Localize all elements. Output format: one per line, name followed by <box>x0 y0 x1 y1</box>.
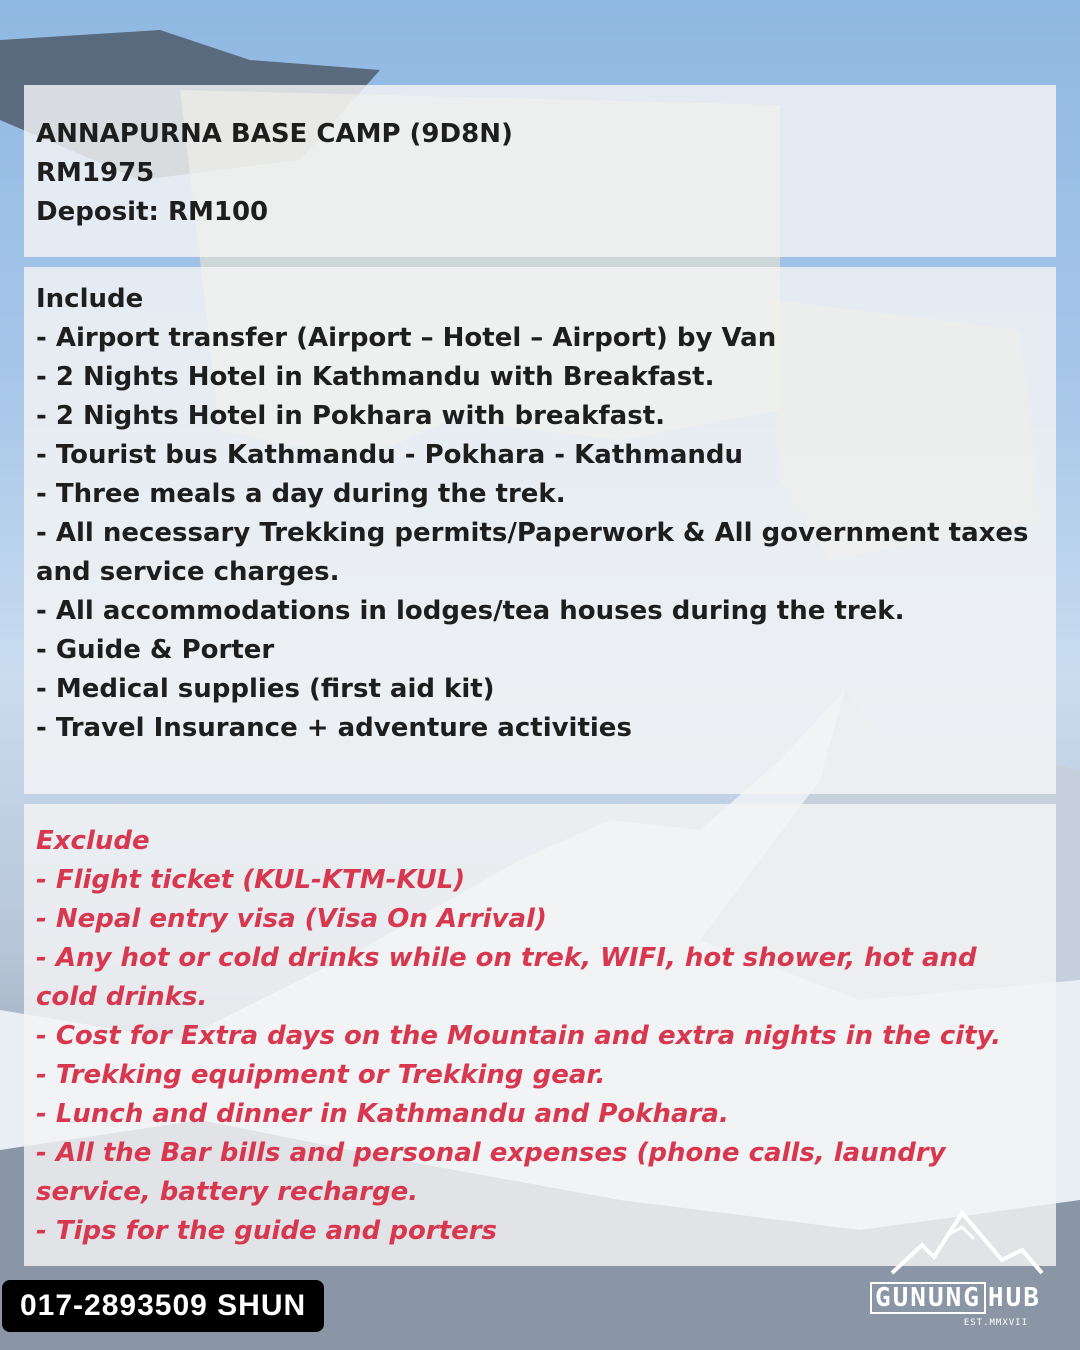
exclude-item: - All the Bar bills and personal expenses (phone calls, laundry service, battery recharge. <box>36 1138 955 1207</box>
contact-phone-label: 017-2893509 SHUN <box>2 1280 324 1332</box>
brand-logo <box>870 1282 1045 1314</box>
mountain-logo-icon <box>862 1205 1047 1335</box>
include-item: - Travel Insurance + adventure activities <box>36 713 632 743</box>
package-deposit: Deposit: RM100 <box>36 197 269 227</box>
include-item: - All necessary Trekking permits/Paperwork & All government taxes and service charges. <box>36 518 1038 587</box>
include-heading: Include <box>36 284 144 314</box>
include-item: - Airport transfer (Airport – Hotel – Airport) by Van <box>36 323 777 353</box>
brand-name-boxed: GUNUNG <box>870 1282 986 1314</box>
exclude-item: - Cost for Extra days on the Mountain and extra nights in the city. <box>36 1021 1002 1051</box>
exclude-panel <box>24 804 1056 1266</box>
include-item: - Guide & Porter <box>36 635 275 665</box>
exclude-item: - Tips for the guide and porters <box>36 1216 498 1246</box>
include-item: - Medical supplies (first aid kit) <box>36 674 495 704</box>
package-price: RM1975 <box>36 158 155 188</box>
exclude-item: - Flight ticket (KUL-KTM-KUL) <box>36 865 466 895</box>
exclude-heading: Exclude <box>36 826 150 856</box>
include-item: - Tourist bus Kathmandu - Pokhara - Kathmandu <box>36 440 744 470</box>
include-item: - 2 Nights Hotel in Kathmandu with Breakfast. <box>36 362 715 392</box>
package-summary-panel <box>24 85 1056 257</box>
package-title: ANNAPURNA BASE CAMP (9D8N) <box>36 119 513 149</box>
exclude-item: - Trekking equipment or Trekking gear. <box>36 1060 606 1090</box>
exclude-item: - Nepal entry visa (Visa On Arrival) <box>36 904 547 934</box>
include-item: - Three meals a day during the trek. <box>36 479 566 509</box>
include-item: - All accommodations in lodges/tea houses during the trek. <box>36 596 905 626</box>
brand-established: EST.MMXVII <box>963 1318 1028 1328</box>
include-item: - 2 Nights Hotel in Pokhara with breakfast. <box>36 401 666 431</box>
exclude-item: - Any hot or cold drinks while on trek, WIFI, hot shower, hot and cold drinks. <box>36 943 986 1012</box>
include-panel <box>24 267 1056 794</box>
exclude-item: - Lunch and dinner in Kathmandu and Pokhara. <box>36 1099 729 1129</box>
brand-name-plain: HUB <box>987 1283 1041 1313</box>
